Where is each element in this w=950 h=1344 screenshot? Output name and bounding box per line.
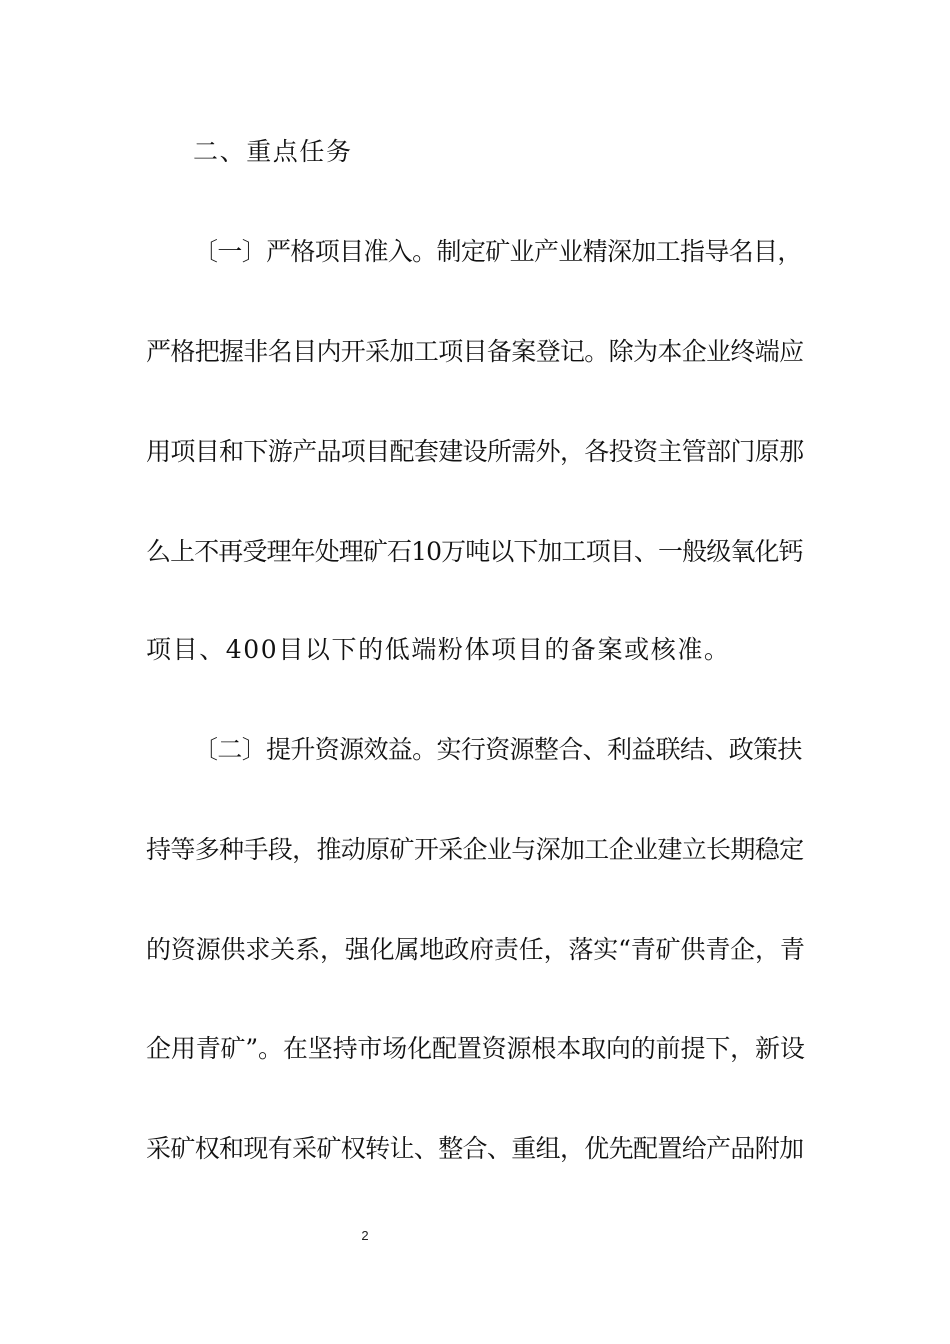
- paragraph-1-line-5: 项目、400目以下的低端粉体项目的备案或核准。: [146, 635, 731, 664]
- paragraph-1-line-4: 么上不再受理年处理矿石10万吨以下加工项目、一般级氧化钙: [146, 537, 803, 566]
- paragraph-2-line-3: 的资源供求关系，强化属地政府责任，落实“青矿供青企，青: [146, 935, 805, 964]
- paragraph-2-line-4: 企用青矿”。在坚持市场化配置资源根本取向的前提下，新设: [146, 1034, 805, 1063]
- paragraph-1-line-3: 用项目和下游产品项目配套建设所需外，各投资主管部门原那: [146, 437, 804, 466]
- page-number: 2: [361, 1228, 369, 1243]
- section-heading: 二、重点任务: [193, 137, 353, 166]
- paragraph-1-line-1: 〔一〕严格项目准入。制定矿业产业精深加工指导名目，: [193, 237, 802, 266]
- paragraph-2-line-1: 〔二〕提升资源效益。实行资源整合、利益联结、政策扶: [193, 735, 802, 764]
- paragraph-1-line-2: 严格把握非名目内开采加工项目备案登记。除为本企业终端应: [146, 337, 804, 366]
- paragraph-2-line-5: 采矿权和现有采矿权转让、整合、重组，优先配置给产品附加: [146, 1134, 804, 1163]
- paragraph-2-line-2: 持等多种手段，推动原矿开采企业与深加工企业建立长期稳定: [146, 835, 804, 864]
